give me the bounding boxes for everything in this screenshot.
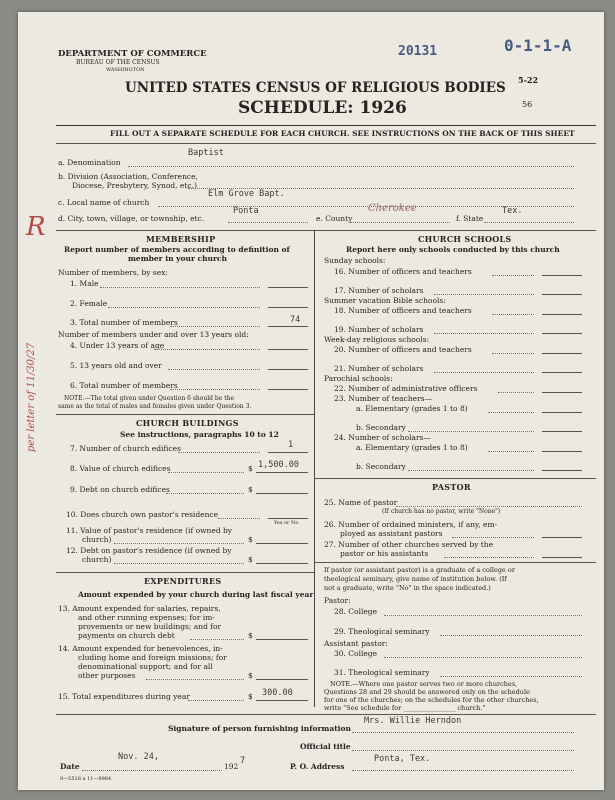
sunday-label: Sunday schools:: [324, 256, 386, 265]
q12-label-1: 12. Debt on pastor's residence (if owned by: [66, 546, 232, 555]
by-sex-label: Number of members, by sex:: [58, 268, 168, 277]
year-prefix: 192: [224, 762, 239, 771]
q19-dots: [434, 333, 534, 334]
graduate-text-2: theological seminary, give name of institution below. (If: [324, 575, 507, 583]
county-value: Cherokee: [368, 203, 417, 214]
q23a-label: a. Elementary (grades 1 to 8): [356, 404, 468, 413]
q11-dollar: $: [248, 535, 253, 544]
assistant-sub-label: Assistant pastor:: [324, 639, 388, 648]
q22-line: [542, 392, 582, 393]
date-label: Date: [60, 762, 80, 771]
q25-label: 25. Name of pastor: [324, 498, 398, 507]
city-label: d. City, town, village, or township, etc.: [58, 214, 205, 223]
denomination-label: a. Denomination: [58, 158, 121, 167]
q5-label: 5. 13 years old and over: [70, 361, 162, 370]
code-bottom: 56: [522, 100, 533, 109]
q15-value: 300.00: [262, 688, 293, 698]
q29-label: 29. Theological seminary: [334, 627, 430, 636]
q21-line: [542, 372, 582, 373]
q8-value: 1,500.00: [258, 460, 299, 470]
q11-label-1: 11. Value of pastor's residence (if owned by: [66, 526, 233, 535]
q18-dots: [492, 314, 534, 315]
q24b-line: [542, 470, 582, 471]
church-name-value: Elm Grove Bapt.: [208, 189, 285, 199]
signature-value: Mrs. Willie Herndon: [364, 716, 462, 726]
q15-line: [256, 700, 308, 701]
q10-line: [268, 518, 308, 519]
county-label: e. County: [316, 214, 353, 223]
q14-dollar: $: [248, 671, 253, 680]
q28-line: [384, 615, 582, 616]
q4-line: [268, 349, 308, 350]
instruction-line: FILL OUT A SEPARATE SCHEDULE FOR EACH CHURCH. SEE INSTRUCTIONS ON THE BACK OF THIS SHEET: [110, 129, 575, 138]
buildings-sub: See instructions, paragraphs 10 to 12: [120, 430, 279, 439]
q24b-label: b. Secondary: [356, 462, 406, 471]
graduate-text-3: not a graduate, write "No" in the space indicated.): [324, 584, 491, 592]
q19-label: 19. Number of scholars: [334, 325, 424, 334]
state-label: f. State: [456, 214, 484, 223]
q24-label: 24. Number of scholars—: [334, 433, 431, 442]
schools-title: CHURCH SCHOOLS: [418, 234, 512, 244]
q9-dollar: $: [248, 485, 253, 494]
q27-dots: [444, 557, 534, 558]
q26-line: [542, 537, 582, 538]
q15-label: 15. Total expenditures during year: [58, 692, 190, 701]
q28-label: 28. College: [334, 607, 378, 616]
summer-label: Summer vacation Bible schools:: [324, 296, 446, 305]
q22-dots: [498, 392, 534, 393]
q18-label: 18. Number of officers and teachers: [334, 306, 472, 315]
q9-dots: [166, 493, 244, 494]
q14-label-4: other purposes: [78, 671, 136, 680]
q5-dots: [168, 369, 260, 370]
pastor-note-2: Questions 28 and 29 should be answered only on the schedule: [324, 688, 530, 696]
q14-label-1: 14. Amount expended for benevolences, in-: [58, 644, 223, 653]
q12-line: [256, 563, 308, 564]
column-divider: [314, 230, 315, 707]
q3-dots: [170, 326, 260, 327]
q6-label: 6. Total number of members: [70, 381, 178, 390]
q8-line: [256, 472, 308, 473]
signature-label: Signature of person furnishing information: [168, 724, 351, 733]
q23a-dots: [488, 412, 534, 413]
division-label-2: Diocese, Presbytery, Synod, etc.): [72, 181, 197, 190]
q7-dots: [178, 452, 260, 453]
q20-label: 20. Number of officers and teachers: [334, 345, 472, 354]
pastor-sub-label: Pastor:: [324, 596, 351, 605]
q9-label: 9. Debt on church edifices: [70, 485, 170, 494]
po-address-value: Ponta, Tex.: [374, 754, 431, 764]
signature-line: [352, 732, 574, 733]
q23b-label: b. Secondary: [356, 423, 406, 432]
q12-dots: [114, 563, 244, 564]
q27-label-2: pastor or his assistants: [340, 549, 429, 558]
q14-dots: [146, 679, 244, 680]
q24b-dots: [408, 470, 534, 471]
county-line: [350, 222, 450, 223]
official-title-line: [352, 750, 574, 751]
q19-line: [542, 333, 582, 334]
membership-intro-1: Report number of members according to definition of: [64, 245, 290, 254]
q3-label: 3. Total number of members: [70, 318, 178, 327]
q3-value: 74: [290, 315, 301, 325]
q6-line: [268, 389, 308, 390]
q31-label: 31. Theological seminary: [334, 668, 430, 677]
q23a-line: [542, 412, 582, 413]
q20-dots: [492, 353, 534, 354]
q25-line: [396, 506, 582, 507]
state-line: [484, 222, 574, 223]
city-value: Ponta: [233, 206, 259, 216]
q6-dots: [170, 389, 260, 390]
q1-line: [268, 287, 308, 288]
q23b-dots: [408, 431, 534, 432]
q20-line: [542, 353, 582, 354]
buildings-rule: [56, 414, 314, 415]
stamp-code: 0-1-1-A: [504, 36, 572, 55]
date-line: [82, 770, 222, 771]
q13-label-3: provements or new buildings; and for: [78, 622, 222, 631]
q7-label: 7. Number of church edifices: [70, 444, 181, 453]
q16-line: [542, 275, 582, 276]
footer-rule: [56, 714, 596, 715]
header-rule: [56, 125, 596, 126]
pastor-note-4: write "See schedule for ________________ church.": [324, 704, 486, 712]
q8-dots: [168, 472, 244, 473]
q17-label: 17. Number of scholars: [334, 286, 424, 295]
q24a-line: [542, 451, 582, 452]
schools-sub: Report here only schools conducted by this church: [346, 245, 560, 254]
q14-label-2: cluding home and foreign missions; for: [78, 653, 227, 662]
q23-label: 23. Number of teachers—: [334, 394, 433, 403]
q12-dollar: $: [248, 555, 253, 564]
q2-line: [268, 307, 308, 308]
q30-line: [384, 657, 582, 658]
pastor-note-3: for one of the churches; on the schedules for the other churches,: [324, 696, 539, 704]
q14-line: [256, 679, 308, 680]
q8-dollar: $: [248, 464, 253, 473]
census-schedule-sheet: [18, 12, 604, 790]
q11-label-2: church): [82, 535, 112, 544]
q4-label: 4. Under 13 years of age: [70, 341, 165, 350]
membership-note-2: same as the total of males and females given under Question 3.: [58, 403, 252, 410]
pencil-note: per letter of 11/30/27: [26, 342, 37, 452]
q2-dots: [108, 307, 260, 308]
section-top-rule: [56, 230, 596, 231]
q17-dots: [434, 294, 534, 295]
church-name-label: c. Local name of church: [58, 198, 150, 207]
membership-note-1: NOTE.—The total given under Question 6 should be the: [64, 395, 235, 402]
r-mark: R: [26, 212, 46, 242]
graduate-text-1: If pastor (or assistant pastor) is a graduate of a college or: [324, 566, 515, 574]
form-subtitle: SCHEDULE: 1926: [238, 98, 407, 118]
expenditures-rule: [56, 572, 314, 573]
q21-label: 21. Number of scholars: [334, 364, 424, 373]
q10-label: 10. Does church own pastor's residence: [66, 510, 219, 519]
instruction-rule: [56, 143, 596, 144]
age-head: Number of members under and over 13 years old:: [58, 330, 249, 339]
q26-label-1: 26. Number of ordained ministers, if any, em-: [324, 520, 498, 529]
q15-dots: [188, 700, 244, 701]
form-title: UNITED STATES CENSUS OF RELIGIOUS BODIES: [125, 80, 506, 96]
po-address-label: P. O. Address: [290, 762, 345, 771]
q11-dots: [114, 543, 244, 544]
denomination-value: Baptist: [188, 148, 224, 158]
q16-label: 16. Number of officers and teachers: [334, 267, 472, 276]
q13-dollar: $: [248, 631, 253, 640]
q29-line: [440, 635, 582, 636]
po-address-line: [352, 770, 574, 771]
q8-label: 8. Value of church edifices: [70, 464, 171, 473]
q9-line: [256, 493, 308, 494]
q22-label: 22. Number of administrative officers: [334, 384, 478, 393]
department-name: DEPARTMENT OF COMMERCE: [58, 49, 207, 59]
q26-dots: [452, 537, 534, 538]
buildings-title: CHURCH BUILDINGS: [136, 418, 239, 428]
date-value: Nov. 24,: [118, 752, 159, 762]
q1-dots: [100, 287, 260, 288]
q13-dots: [190, 639, 244, 640]
q3-line: [268, 326, 308, 327]
q13-line: [256, 639, 308, 640]
q21-dots: [434, 372, 534, 373]
q26-label-2: ployed as assistant pastors: [340, 529, 443, 538]
city-name: WASHINGTON: [106, 67, 145, 73]
expenditures-title: EXPENDITURES: [144, 576, 222, 586]
q2-label: 2. Female: [70, 299, 108, 308]
q14-label-3: denominational support; and for all: [78, 662, 213, 671]
q4-dots: [154, 349, 260, 350]
q24a-label: a. Elementary (grades 1 to 8): [356, 443, 468, 452]
q12-label-2: church): [82, 555, 112, 564]
weekday-label: Week-day religious schools:: [324, 335, 430, 344]
q7-line: [268, 452, 308, 453]
bureau-name: BUREAU OF THE CENSUS: [76, 59, 160, 66]
yes-no-hint: Yes or No: [274, 520, 299, 526]
graduate-rule: [314, 562, 596, 563]
q18-line: [542, 314, 582, 315]
q10-dots: [218, 518, 260, 519]
stamp-number: 20131: [398, 44, 438, 59]
pastor-title: PASTOR: [432, 482, 471, 492]
state-value: Tex.: [502, 206, 523, 216]
q31-line: [440, 676, 582, 677]
expenditures-sub: Amount expended by your church during last fiscal year: [78, 590, 314, 599]
city-line: [228, 222, 308, 223]
division-label-1: b. Division (Association, Conference,: [58, 172, 198, 181]
q27-line: [542, 557, 582, 558]
membership-intro-2: member in your church: [128, 254, 227, 263]
pastor-note-1: NOTE.—Where one pastor serves two or more churches,: [330, 680, 518, 688]
form-code: 8—5518 a 11—9984: [60, 776, 112, 782]
q24a-dots: [488, 451, 534, 452]
membership-title: MEMBERSHIP: [146, 234, 216, 244]
q5-line: [268, 369, 308, 370]
q17-line: [542, 294, 582, 295]
year-digit: 7: [240, 756, 246, 766]
code-top: 5-22: [518, 75, 539, 85]
pastor-rule: [314, 478, 596, 479]
q13-label-1: 13. Amount expended for salaries, repairs,: [58, 604, 221, 613]
q30-label: 30. College: [334, 649, 378, 658]
q25-sub: (If church has no pastor, write "None"): [382, 508, 501, 515]
q13-label-4: payments on church debt: [78, 631, 175, 640]
q7-value: 1: [288, 440, 294, 450]
parochial-label: Parochial schools:: [324, 374, 393, 383]
official-title-label: Official title: [300, 742, 351, 751]
q13-label-2: and other running expenses; for im-: [78, 613, 215, 622]
q11-line: [256, 543, 308, 544]
q1-label: 1. Male: [70, 279, 99, 288]
q23b-line: [542, 431, 582, 432]
q27-label-1: 27. Number of other churches served by the: [324, 540, 494, 549]
q16-dots: [492, 275, 534, 276]
q15-dollar: $: [248, 692, 253, 701]
denomination-line: [128, 166, 574, 167]
